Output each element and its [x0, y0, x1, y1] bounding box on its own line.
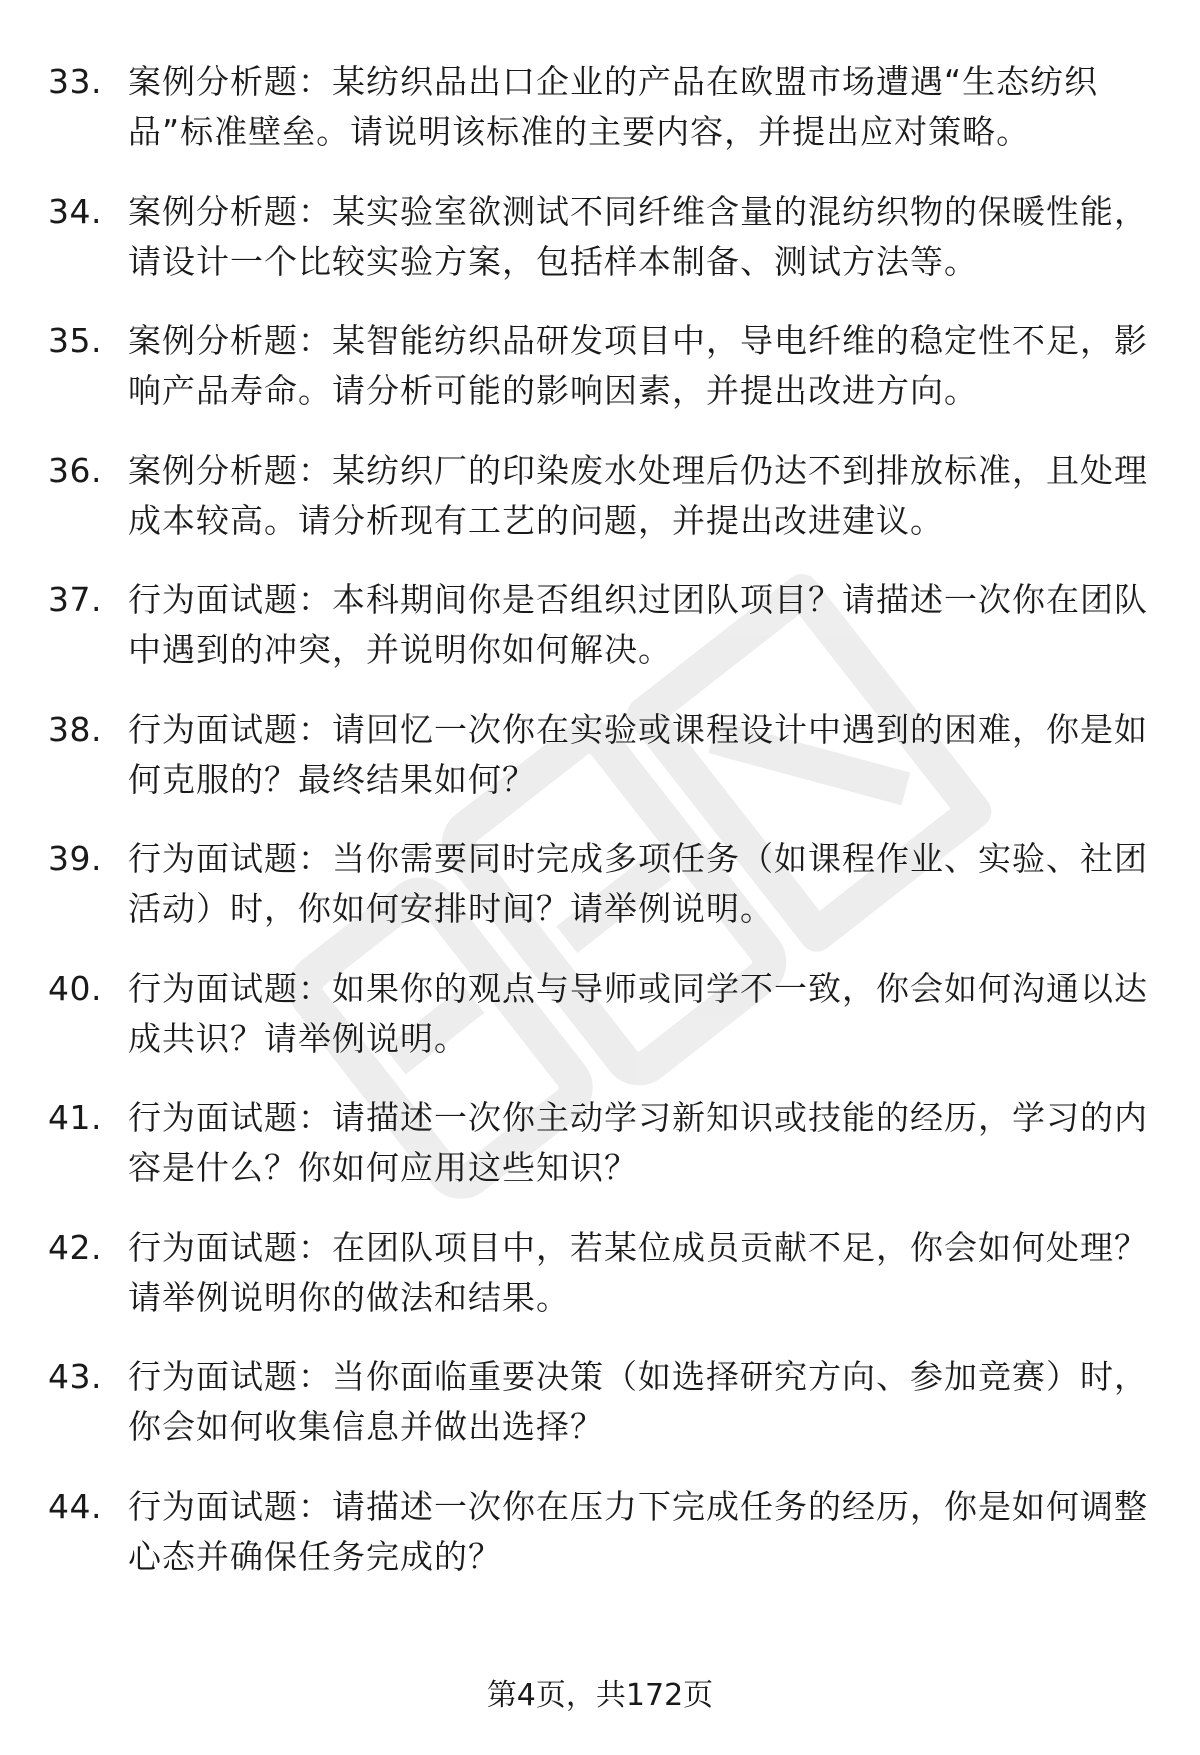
question-item	[48, 446, 1158, 576]
question-item	[48, 57, 1158, 187]
question-number: 43.	[48, 1357, 102, 1396]
question-text: 案例分析题：某实验室欲测试不同纤维含量的混纺织物的保暖性能，请设计一个比较实验方案，包括样本制备、测试方法等。	[128, 191, 1148, 281]
question-item	[48, 1482, 1158, 1612]
question-number: 38.	[48, 709, 102, 749]
question-text: 案例分析题：某纺织品出口企业的产品在欧盟市场遭遇“生态纺织品”标准壁垒。请说明该标准的主要内容，并提出应对策略。	[128, 62, 1099, 151]
question-text: 案例分析题：某智能纺织品研发项目中，导电纤维的稳定性不足，影响产品寿命。请分析可能的影响因素，并提出改进方向。	[128, 321, 1148, 410]
question-list	[48, 57, 1158, 1611]
question-number: 37.	[48, 580, 102, 619]
question-text: 行为面试题：请描述一次你在压力下完成任务的经历，你是如何调整心态并确保任务完成的？	[128, 1486, 1148, 1576]
question-number: 35.	[48, 321, 102, 360]
question-text: 行为面试题：请描述一次你主动学习新知识或技能的经历，学习的内容是什么？你如何应用这些知识？	[128, 1098, 1148, 1187]
question-item	[48, 705, 1158, 835]
question-item	[48, 187, 1158, 317]
question-item	[48, 316, 1158, 446]
question-text: 行为面试题：本科期间你是否组织过团队项目？请描述一次你在团队中遇到的冲突，并说明你如何解决。	[128, 580, 1148, 669]
question-number: 42.	[48, 1227, 102, 1267]
question-text: 行为面试题：在团队项目中，若某位成员贡献不足，你会如何处理？请举例说明你的做法和结果。	[128, 1227, 1148, 1317]
question-text: 行为面试题：如果你的观点与导师或同学不一致，你会如何沟通以达成共识？请举例说明。	[128, 968, 1148, 1058]
question-item	[48, 1223, 1158, 1353]
question-text: 行为面试题：当你需要同时完成多项任务（如课程作业、实验、社团活动）时，你如何安排时间？请举例说明。	[128, 839, 1148, 928]
question-item	[48, 575, 1158, 705]
question-text: 案例分析题：某纺织厂的印染废水处理后仍达不到排放标准，且处理成本较高。请分析现有工艺的问题，并提出改进建议。	[128, 450, 1148, 540]
page-number-label: 第4页，共172页	[486, 1678, 714, 1713]
question-number: 44.	[48, 1486, 102, 1526]
question-text: 行为面试题：当你面临重要决策（如选择研究方向、参加竞赛）时，你会如何收集信息并做出选择？	[128, 1357, 1148, 1446]
question-item	[48, 834, 1158, 964]
question-number: 40.	[48, 968, 102, 1008]
question-number: 34.	[48, 191, 102, 231]
question-number: 36.	[48, 450, 102, 490]
question-item	[48, 964, 1158, 1094]
page-footer	[0, 1676, 1200, 1716]
question-number: 39.	[48, 839, 102, 878]
question-item	[48, 1352, 1158, 1482]
question-text: 行为面试题：请回忆一次你在实验或课程设计中遇到的困难，你是如何克服的？最终结果如何？	[128, 709, 1148, 799]
question-number: 33.	[48, 62, 102, 101]
question-number: 41.	[48, 1098, 102, 1137]
question-item	[48, 1093, 1158, 1223]
